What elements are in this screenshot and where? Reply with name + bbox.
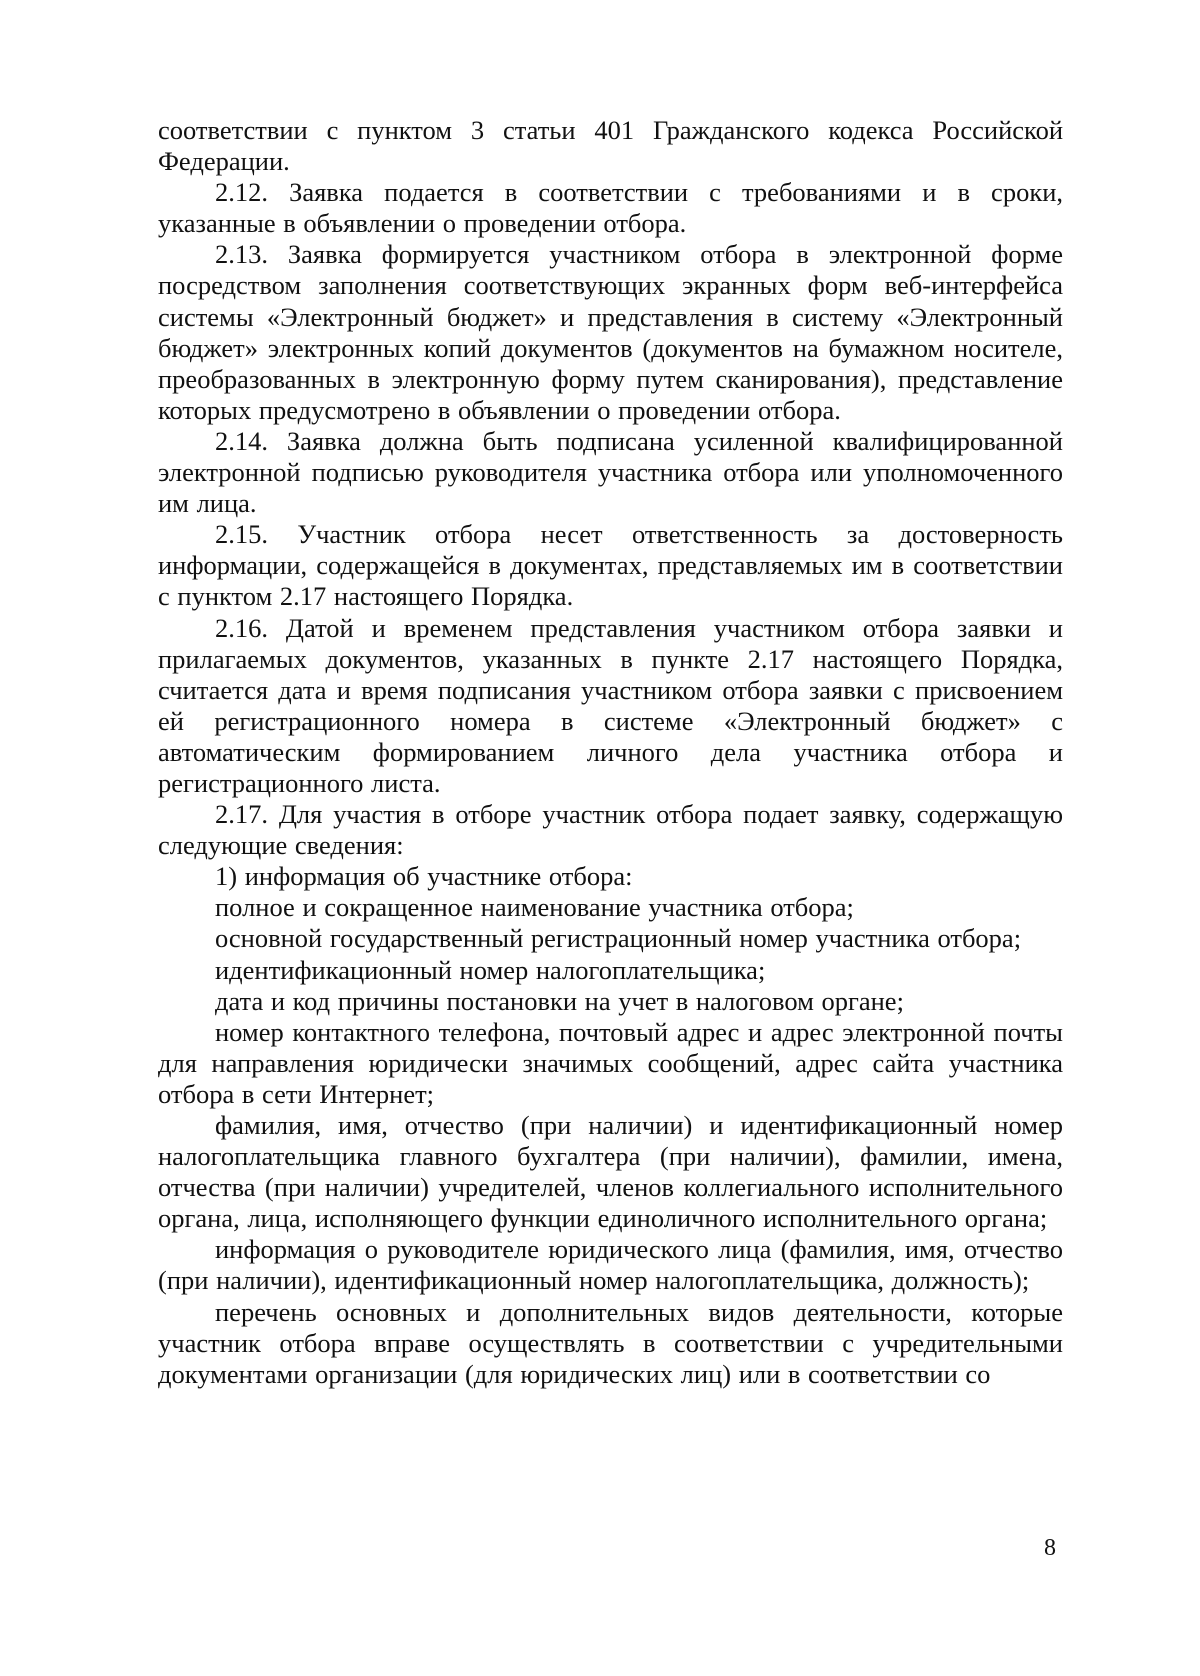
list-item-inn: идентификационный номер налогоплательщика; [215,954,766,985]
paragraph-2-16: 2.16. Датой и временем представления участником отбора заявки и прилагаемых документов, указанных в пункте 2.17 настоящего Порядка, считается дата и время подписания участником отбора заявки с присвоением ей регистрационного номера в системе «Электронный бюджет» с автоматическим формированием личного дела участника отбора и регистрационного листа. [158,612,1063,798]
paragraph-2-12: 2.12. Заявка подается в соответствии с требованиями и в сроки, указанные в объявлении о проведении отбора. [158,177,1063,239]
paragraph-2-15: 2.15. Участник отбора несет ответственность за достоверность информации, содержащейся в документах, представляемых им в соответствии с пунктом 2.17 настоящего Порядка. [158,519,1063,612]
list-item-1: 1) информация об участнике отбора: [215,861,633,892]
list-item-kpp: дата и код причины постановки на учет в налоговом органе; [215,985,904,1016]
list-item-director: информация о руководителе юридического лица (фамилия, имя, отчество (при наличии), идентификационный номер налогоплательщика, должность); [158,1234,1063,1296]
list-item-accountant: фамилия, имя, отчество (при наличии) и идентификационный номер налогоплательщика главного бухгалтера (при наличии), фамилии, имена, отчества (при наличии) учредителей, членов коллегиального исполнительного органа, лица, исполняющего функции единоличного исполнительного органа; [158,1110,1063,1234]
list-item-name: полное и сокращенное наименование участника отбора; [215,892,854,923]
paragraph-2-13: 2.13. Заявка формируется участником отбора в электронной форме посредством заполнения соответствующих экранных форм веб-интерфейса системы «Электронный бюджет» и представления в систему «Электронный бюджет» электронных копий документов (документов на бумажном носителе, преобразованных в электронную форму путем сканирования), представление которых предусмотрено в объявлении о проведении отбора. [158,239,1063,425]
paragraph-2-17: 2.17. Для участия в отборе участник отбора подает заявку, содержащую следующие сведения: [158,799,1063,861]
document-body [158,115,1063,1390]
page-number: 8 [1044,1535,1056,1561]
list-item-contacts: номер контактного телефона, почтовый адрес и адрес электронной почты для направления юридически значимых сообщений, адрес сайта участника отбора в сети Интернет; [158,1016,1063,1109]
paragraph-2-14: 2.14. Заявка должна быть подписана усиленной квалифицированной электронной подписью руководителя участника отбора или уполномоченного им лица. [158,425,1063,519]
list-item-ogrn: основной государственный регистрационный номер участника отбора; [215,923,1022,954]
paragraph-continuation: соответствии с пунктом 3 статьи 401 Гражданского кодекса Российской Федерации. [158,115,1063,177]
list-item-activities: перечень основных и дополнительных видов деятельности, которые участник отбора вправе осуществлять в соответствии с учредительными документами организации (для юридических лиц) или в соответствии со [158,1296,1063,1389]
